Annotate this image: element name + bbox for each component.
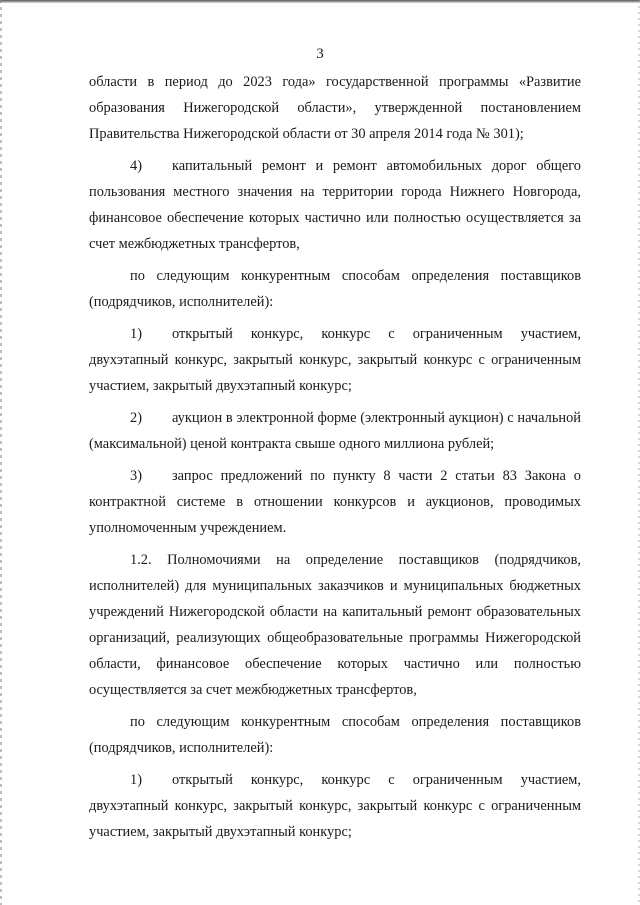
item-text: аукцион в электронной форме (электронный аукцион) с начальной (максимальной) ценой контракта свыше одного миллиона рублей; (89, 410, 581, 452)
paragraph: по следующим конкурентным способам определения поставщиков (подрядчиков, исполнителей): (89, 714, 581, 756)
scan-left-edge (0, 0, 2, 905)
list-item (89, 405, 581, 457)
paragraph: области в период до 2023 года» государственной программы «Развитие образования Нижегородской области», утвержденной постановлением Правительства Нижегородской области от 30 апреля 2014 года № 301); (89, 74, 581, 142)
list-item (89, 153, 581, 257)
paragraph: по следующим конкурентным способам определения поставщиков (подрядчиков, исполнителей): (89, 268, 581, 310)
paragraph: 1.2. Полномочиями на определение поставщиков (подрядчиков, исполнителей) для муниципальных заказчиков и муниципальных бюджетных учреждений Нижегородской области на капитальный ремонт образовательных организаций, реализующих общеобразовательные программы Нижегородской области, финансовое обеспечение которых частично или полностью осуществляется за счет межбюджетных трансфертов, (89, 552, 581, 698)
page-number: 3 (316, 46, 324, 62)
item-text: открытый конкурс, конкурс с ограниченным участием, двухэтапный конкурс, закрытый конкурс, закрытый конкурс с ограниченным участием, закрытый двухэтапный конкурс; (89, 326, 581, 394)
item-number: 3) (130, 468, 142, 484)
list-item (89, 321, 581, 399)
document-body (89, 69, 581, 851)
list-item (89, 463, 581, 541)
item-number: 1) (130, 326, 142, 342)
scan-top-edge (0, 0, 640, 3)
item-number: 1) (130, 772, 142, 788)
item-text: капитальный ремонт и ремонт автомобильных дорог общего пользования местного значения на территории города Нижнего Новгорода, финансовое обеспечение которых частично или полностью осуществляется за счет межбюджетных трансфертов, (89, 158, 581, 252)
item-number: 2) (130, 410, 142, 426)
list-item (89, 767, 581, 845)
item-number: 4) (130, 158, 142, 174)
item-text: запрос предложений по пункту 8 части 2 статьи 83 Закона о контрактной системе в отношении конкурсов и аукционов, проводимых уполномоченным учреждением. (89, 468, 581, 536)
item-text: открытый конкурс, конкурс с ограниченным участием, двухэтапный конкурс, закрытый конкурс, закрытый конкурс с ограниченным участием, закрытый двухэтапный конкурс; (89, 772, 581, 840)
